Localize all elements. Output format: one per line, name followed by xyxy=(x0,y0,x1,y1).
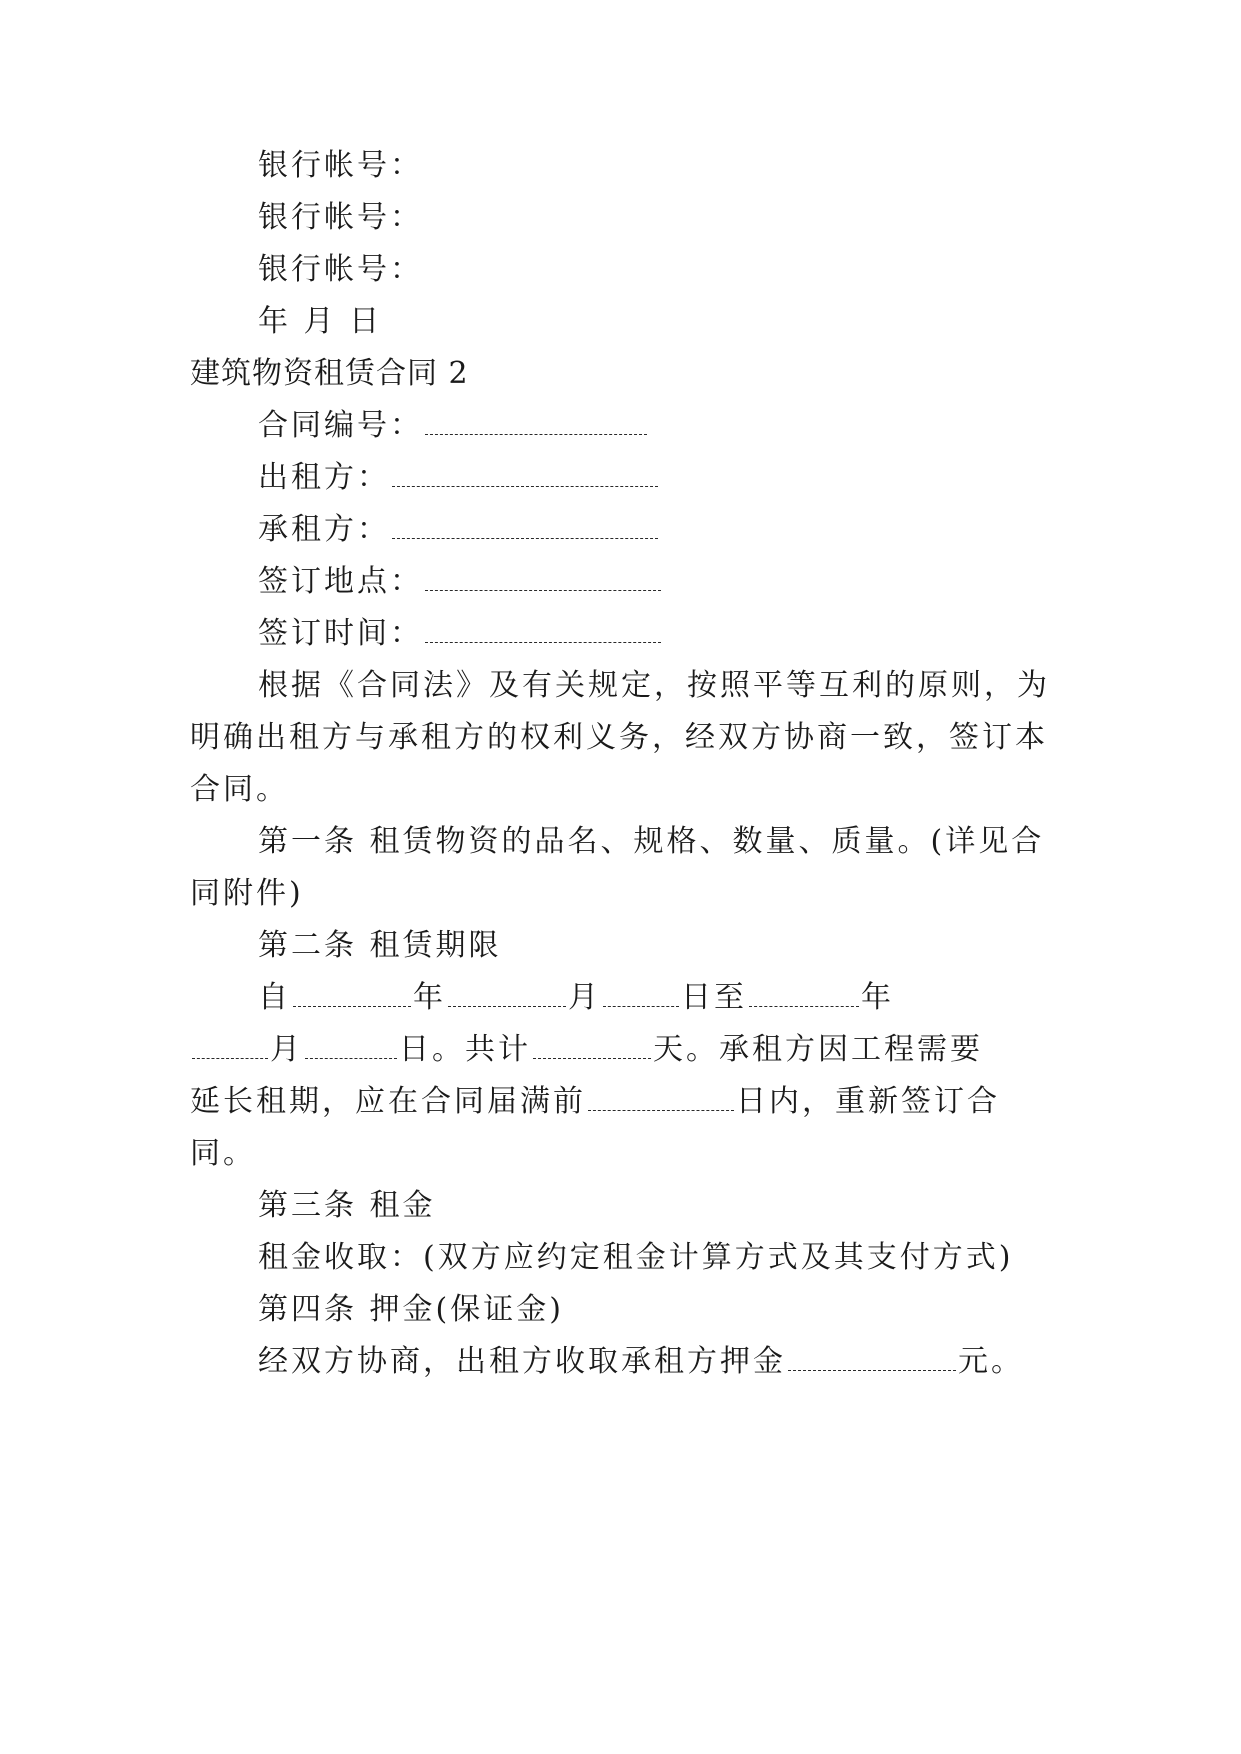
lessor-label: 出租方： xyxy=(258,460,390,495)
end-month-blank xyxy=(192,1032,268,1059)
extend-text: 延长租期，应在合同届满前 xyxy=(190,1084,586,1119)
sign-place-blank xyxy=(425,564,661,591)
bank-account-line-3: 银行帐号： xyxy=(258,252,423,287)
start-year-blank xyxy=(293,980,411,1007)
contract-number-line xyxy=(258,406,649,446)
lease-year-text: 年 xyxy=(413,980,446,1015)
lessor-line xyxy=(258,458,660,498)
lease-month-text: 月 xyxy=(568,980,601,1015)
contract-number-label: 合同编号： xyxy=(258,408,423,443)
deposit-amount-blank xyxy=(788,1344,956,1371)
lease-period-line-4: 同。 xyxy=(190,1136,256,1171)
lessee-line xyxy=(258,510,660,550)
lease-day-to-text: 日至 xyxy=(681,980,747,1015)
preamble-line-3: 合同。 xyxy=(190,772,289,807)
end-day-blank xyxy=(305,1032,397,1059)
sign-place-label: 签订地点： xyxy=(258,564,423,599)
end-year-blank xyxy=(749,980,859,1007)
contract-title: 建筑物资租赁合同 2 xyxy=(190,356,469,391)
sign-time-line xyxy=(258,614,663,654)
preamble-line-2: 明确出租方与承租方的权利义务，经双方协商一致，签订本 xyxy=(190,720,1048,755)
deposit-text: 经双方协商，出租方收取承租方押金 xyxy=(258,1344,786,1379)
contract-number-blank xyxy=(425,408,647,435)
bank-account-line-2: 银行帐号： xyxy=(258,200,423,235)
lease-from-text: 自 xyxy=(258,980,291,1015)
article-3-heading: 第三条 租金 xyxy=(258,1188,436,1223)
start-day-blank xyxy=(603,980,679,1007)
lessee-blank xyxy=(392,512,658,539)
lessor-blank xyxy=(392,460,658,487)
rent-collection-line: 租金收取：(双方应约定租金计算方式及其支付方式) xyxy=(258,1240,1014,1275)
article-4-heading: 第四条 押金(保证金) xyxy=(258,1292,564,1327)
article-2-heading: 第二条 租赁期限 xyxy=(258,928,502,963)
deposit-unit: 元。 xyxy=(958,1344,1024,1379)
sign-time-blank xyxy=(425,616,661,643)
lease-day-total-text: 日。共计 xyxy=(399,1032,531,1067)
deposit-line xyxy=(258,1342,1024,1382)
renew-days-blank xyxy=(588,1084,734,1111)
lease-period-line-3 xyxy=(190,1082,1000,1122)
start-month-blank xyxy=(448,980,566,1007)
date-line: 年 月 日 xyxy=(258,304,383,339)
renew-text: 日内，重新签订合 xyxy=(736,1084,1000,1119)
article-1-line-2: 同附件) xyxy=(190,876,304,911)
lease-period-line-2 xyxy=(190,1030,983,1070)
total-days-blank xyxy=(533,1032,651,1059)
article-1-line-1: 第一条 租赁物资的品名、规格、数量、质量。(详见合 xyxy=(258,824,1045,859)
sign-time-label: 签订时间： xyxy=(258,616,423,651)
sign-place-line xyxy=(258,562,663,602)
lease-period-line-1 xyxy=(258,978,894,1018)
bank-account-line-1: 银行帐号： xyxy=(258,148,423,183)
lease-days-text: 天。承租方因工程需要 xyxy=(653,1032,983,1067)
lease-month-2-text: 月 xyxy=(270,1032,303,1067)
preamble-line-1: 根据《合同法》及有关规定，按照平等互利的原则，为 xyxy=(258,668,1050,703)
lease-year-2-text: 年 xyxy=(861,980,894,1015)
lessee-label: 承租方： xyxy=(258,512,390,547)
